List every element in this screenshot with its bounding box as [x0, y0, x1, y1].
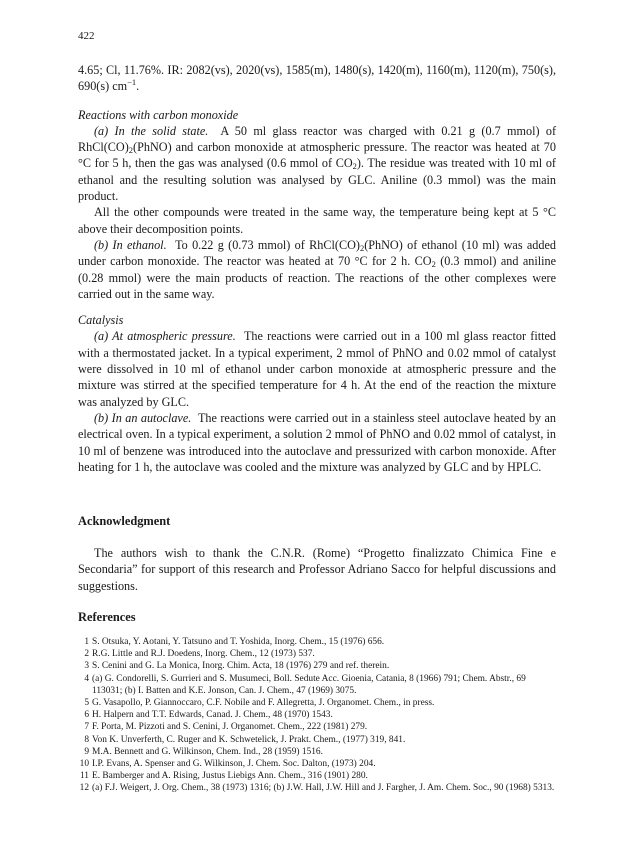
reference-item — [78, 648, 556, 660]
reference-item — [78, 660, 556, 672]
reference-number: 6 — [84, 710, 89, 721]
reference-item — [78, 746, 556, 758]
references-heading: References — [78, 610, 136, 624]
reference-item — [78, 770, 556, 782]
reference-number: 7 — [84, 722, 89, 733]
reference-item — [78, 673, 556, 697]
section-title-carbon-monoxide: Reactions with carbon monoxide — [78, 107, 239, 122]
reference-number: 3 — [84, 661, 89, 672]
reference-text: S. Otsuka, Y. Aotani, Y. Tatsuno and T. Yoshida, Inorg. Chem., 15 (1976) 656. — [92, 637, 385, 647]
label-autoclave: (b) In an autoclave. — [94, 410, 192, 425]
reference-number: 8 — [84, 734, 89, 745]
reference-item — [78, 758, 556, 770]
reference-text: G. Vasapollo, P. Giannoccaro, C.F. Nobile and F. Allegretta, J. Organomet. Chem., in press. — [92, 698, 435, 709]
paragraph-autoclave: (b) In an autoclave. The reactions were carried out in a stainless steel autoclave heated by an electrical oven. In a typical experiment, a solution 2 mmol of PhNO and 0.02 mmol of catalyst, in 10 ml of benzene was introduced into the autoclave and pressurized with carbon monoxide. After heating for 1 h, the autoclave was cooled and the mixture was analyzed by GLC and by HPLC. — [78, 410, 556, 474]
ir-data-paragraph: 4.65; Cl, 11.76%. IR: 2082(vs), 2020(vs), 1585(m), 1480(s), 1420(m), 1160(m), 1120(m), 750(s), 690(s) $cm^{-1}$. — [78, 63, 556, 94]
experimental-text — [78, 62, 556, 475]
label-atmospheric-pressure: (a) At atmospheric pressure. — [94, 329, 236, 344]
reference-text: R.G. Little and R.J. Doedens, Inorg. Chem., 12 (1973) 537. — [92, 649, 315, 660]
reference-number: 12 — [79, 783, 89, 794]
reference-item — [78, 782, 556, 794]
page-number: 422 — [78, 30, 95, 42]
reference-number: 2 — [84, 649, 89, 660]
paragraph-other-compounds: All the other compounds were treated in the same way, the temperature being kept at 5 °C above their decomposition points. — [78, 205, 556, 236]
reference-text: (a) G. Condorelli, S. Gurrieri and S. Musumeci, Boll. Sedute Acc. Gioenia, Catania, 8 (1966) 791; Chem. Abstr., 69 113031; (b) I. Batten and K.E. Jonson, Can. J. Chem., 47 (1969) 3075. — [92, 673, 526, 696]
reference-text: E. Bamberger and A. Rising, Justus Liebigs Ann. Chem., 316 (1901) 280. — [92, 771, 368, 782]
paragraph-atmospheric-pressure: (a) At atmospheric pressure. The reactions were carried out in a 100 ml glass reactor fitted with a thermostated jacket. In a typical experiment, 2 mmol of PhNO and 0.02 mmol of catalyst were dissolved in 10 ml of ethanol under carbon monoxide at atmospheric pressure and the mixture was stirred at the specified temperature for 4 h. At the end of the reaction the mixture was analyzed by GLC. — [78, 329, 556, 409]
label-solid-state: (a) In the solid state. — [94, 123, 209, 138]
acknowledgment-heading: Acknowledgment — [78, 514, 171, 528]
reference-number: 9 — [84, 746, 89, 757]
reference-text: I.P. Evans, A. Spenser and G. Wilkinson, J. Chem. Soc. Dalton, (1973) 204. — [92, 759, 376, 770]
reference-item — [78, 697, 556, 709]
reference-list — [78, 636, 556, 795]
reference-number: 10 — [79, 759, 89, 770]
reference-text: F. Porta, M. Pizzoti and S. Cenini, J. Organomet. Chem., 222 (1981) 279. — [92, 722, 368, 733]
paragraph-solid-state: (a) In the solid state. A 50 ml glass reactor was charged with 0.21 g (0.7 mmol) of $RhCl(CO)_2(PhNO)$ and carbon monoxide at atmospheric pressure. The reactor was heated at 70 °C for 5 h, then the gas was analysed (0.6 mmol of $CO_2$). The residue was treated with 10 ml of ethanol and the resulting solution was analysed by GLC. Aniline (0.3 mmol) was the main product. — [78, 123, 557, 204]
reference-text: S. Cenini and G. La Monica, Inorg. Chim. Acta, 18 (1976) 279 and ref. therein. — [92, 661, 390, 672]
section-title-catalysis: Catalysis — [78, 313, 124, 328]
reference-text: Von K. Unverferth, C. Ruger and K. Schwetelick, J. Prakt. Chem., (1977) 319, 841. — [92, 734, 406, 745]
reference-number: 1 — [84, 637, 89, 647]
reference-text: (a) F.J. Weigert, J. Org. Chem., 38 (1973) 1316; (b) J.W. Hall, J.W. Hill and J. Fargher, J. Am. Chem. Soc., 90 (1968) 5313. — [92, 783, 555, 794]
paragraph-in-ethanol: (b) In ethanol. To 0.22 g (0.73 mmol) of $RhCl(CO)_2(PhNO)$ of ethanol (10 ml) was added under carbon monoxide. The reactor was heated at 70 °C for 2 h. $CO_2$ (0.3 mmol) and aniline (0.28 mmol) were the main products of reaction. The reactions of the other complexes were carried out in the same way. — [78, 237, 557, 301]
reference-item — [78, 709, 556, 721]
reference-item — [78, 734, 556, 746]
reference-number: 5 — [84, 698, 89, 709]
reference-text: H. Halpern and T.T. Edwards, Canad. J. Chem., 48 (1970) 1543. — [92, 710, 333, 721]
reference-item — [78, 636, 556, 648]
reference-number: 11 — [79, 771, 89, 782]
label-in-ethanol: (b) In ethanol. — [94, 237, 167, 252]
reference-text: M.A. Bennett and G. Wilkinson, Chem. Ind., 28 (1959) 1516. — [92, 746, 323, 757]
reference-number: 4 — [84, 673, 89, 684]
acknowledgment-text: The authors wish to thank the C.N.R. (Rome) “Progetto finalizzato Chimica Fine e Secondaria” for support of this research and Professor Adriano Sacco for helpful discussions and suggestions. — [78, 546, 556, 593]
reference-item — [78, 721, 556, 733]
